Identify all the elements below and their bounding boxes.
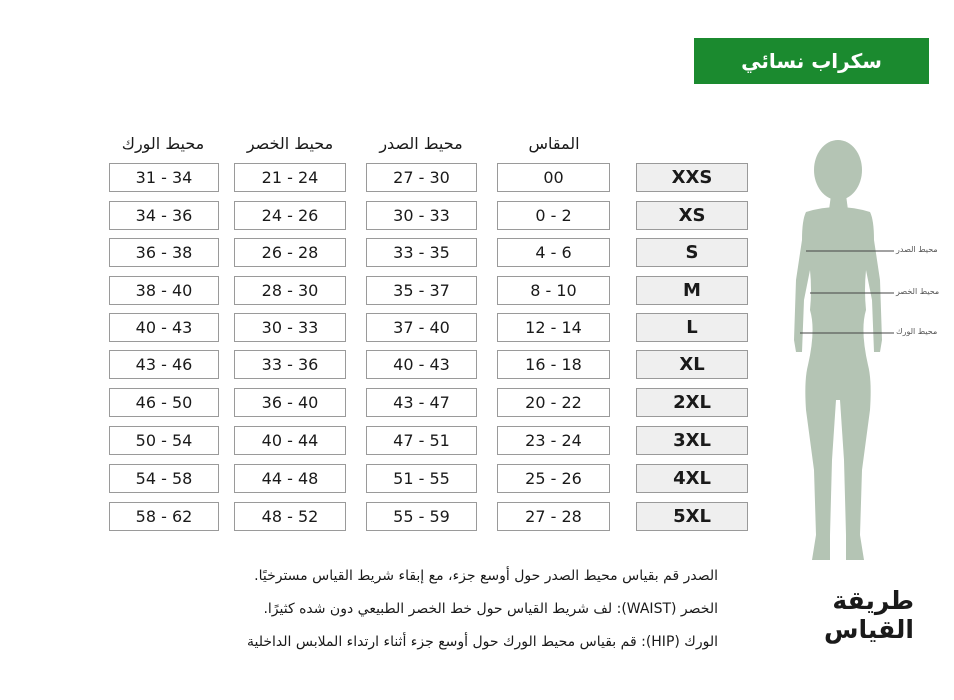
figure-label-chest: محيط الصدر [896,245,938,254]
cell-size-4xl: 4XL [636,464,748,493]
cell-number-xs: 0 - 2 [497,201,610,230]
figure-label-waist: محيط الخصر [896,287,940,296]
instruction-hip: الورك (HIP): قم بقياس محيط الورك حول أوسع جزء أثناء ارتداء الملابس الداخلية [247,634,718,650]
cell-chest-5xl: 55 - 59 [366,502,477,531]
cell-size-5xl: 5XL [636,502,748,531]
cell-waist-2xl: 36 - 40 [234,388,346,417]
instruction-waist: الخصر (WAIST): لف شريط القياس حول خط الخصر الطبيعي دون شده كثيرًا. [263,601,718,617]
cell-size-xxs: XXS [636,163,748,192]
cell-waist-5xl: 48 - 52 [234,502,346,531]
header-chest: محيط الصدر [379,134,463,153]
cell-hip-l: 40 - 43 [109,313,219,342]
cell-chest-m: 35 - 37 [366,276,477,305]
how-to-measure-title: طريقة القياس [823,586,914,644]
cell-waist-3xl: 40 - 44 [234,426,346,455]
cell-number-m: 8 - 10 [497,276,610,305]
cell-hip-xs: 34 - 36 [109,201,219,230]
cell-waist-s: 26 - 28 [234,238,346,267]
cell-number-xl: 16 - 18 [497,350,610,379]
cell-size-2xl: 2XL [636,388,748,417]
cell-chest-s: 33 - 35 [366,238,477,267]
cell-hip-xl: 43 - 46 [109,350,219,379]
header-number: المقاس [528,134,580,153]
cell-waist-m: 28 - 30 [234,276,346,305]
cell-chest-xs: 30 - 33 [366,201,477,230]
cell-number-xxs: 00 [497,163,610,192]
cell-hip-3xl: 50 - 54 [109,426,219,455]
page-title: سكراب نسائي [741,49,882,73]
cell-size-3xl: 3XL [636,426,748,455]
cell-number-l: 12 - 14 [497,313,610,342]
cell-number-3xl: 23 - 24 [497,426,610,455]
cell-size-l: L [636,313,748,342]
instruction-chest: الصدر قم بقياس محيط الصدر حول أوسع جزء، مع إبقاء شريط القياس مسترخيًا. [254,568,718,584]
cell-waist-xs: 24 - 26 [234,201,346,230]
cell-chest-2xl: 43 - 47 [366,388,477,417]
cell-hip-xxs: 31 - 34 [109,163,219,192]
cell-chest-l: 37 - 40 [366,313,477,342]
header-waist: محيط الخصر [246,134,334,153]
cell-size-m: M [636,276,748,305]
cell-waist-xl: 33 - 36 [234,350,346,379]
cell-chest-xl: 40 - 43 [366,350,477,379]
cell-size-xs: XS [636,201,748,230]
cell-hip-m: 38 - 40 [109,276,219,305]
cell-number-4xl: 25 - 26 [497,464,610,493]
cell-waist-xxs: 21 - 24 [234,163,346,192]
body-figure-icon [776,140,896,565]
cell-hip-4xl: 54 - 58 [109,464,219,493]
cell-size-s: S [636,238,748,267]
cell-chest-xxs: 27 - 30 [366,163,477,192]
cell-chest-4xl: 51 - 55 [366,464,477,493]
header-hip: محيط الورك [121,134,205,153]
title-banner [694,38,929,84]
cell-number-2xl: 20 - 22 [497,388,610,417]
cell-hip-5xl: 58 - 62 [109,502,219,531]
figure-label-hip: محيط الورك [896,327,938,336]
cell-number-s: 4 - 6 [497,238,610,267]
cell-waist-4xl: 44 - 48 [234,464,346,493]
cell-chest-3xl: 47 - 51 [366,426,477,455]
cell-hip-s: 36 - 38 [109,238,219,267]
cell-hip-2xl: 46 - 50 [109,388,219,417]
cell-size-xl: XL [636,350,748,379]
cell-number-5xl: 27 - 28 [497,502,610,531]
cell-waist-l: 30 - 33 [234,313,346,342]
